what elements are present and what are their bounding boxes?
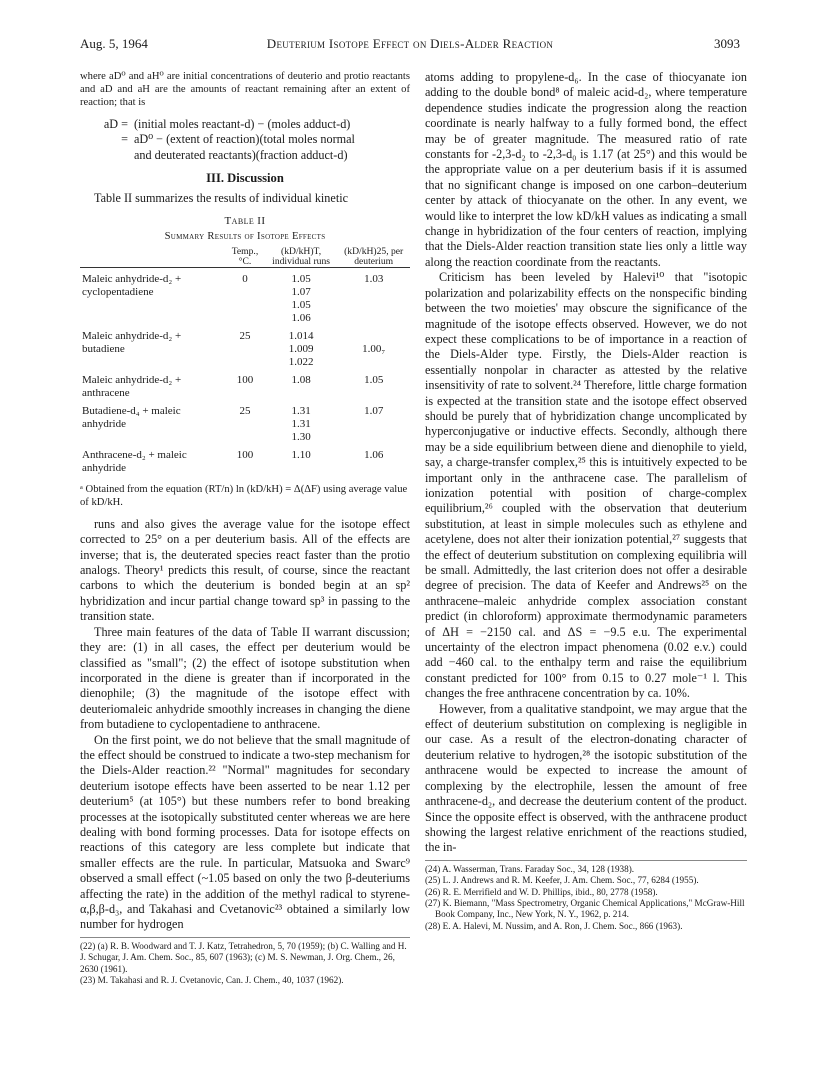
table-cell-reaction: anhydride bbox=[82, 417, 126, 430]
table-body bbox=[80, 267, 410, 475]
running-title: Deuterium Isotope Effect on Diels-Alder Reaction bbox=[266, 36, 554, 51]
isotope-table bbox=[80, 247, 410, 475]
table-cell-individual: 1.009 bbox=[288, 342, 314, 355]
page-number: 3093 bbox=[714, 36, 740, 51]
table-row bbox=[80, 462, 410, 475]
table-cell-individual: 1.014 bbox=[288, 329, 314, 342]
table-head-per-deuterium: (kD/kH)25, per deuterium bbox=[337, 247, 410, 268]
table-row bbox=[80, 267, 410, 286]
table-cell-average bbox=[337, 286, 410, 299]
table-cell-average bbox=[337, 325, 410, 343]
table-cell-temp bbox=[225, 462, 265, 475]
page-header bbox=[80, 36, 740, 56]
table-cell-average bbox=[337, 387, 410, 400]
body-paragraph: However, from a qualitative standpoint, we may argue that the effect of deuterium substitution on complexing is negligible in our case. As a result of the electron-donating character of deuterium relative to hydrogen,²⁸ the isotopic substitution of the anthracene would be expected to increase the amount of complexing by the electrophile, lessen the amount of free anthracene-d₂, and decrease the deuterium content of the product. Since the opposite effect is observed, with the anthracene product showing the largest relative enrichment of the reactions studied, the in- bbox=[425, 701, 747, 855]
table-cell-reaction: anthracene bbox=[82, 386, 130, 399]
table-cell-individual: 1.31 bbox=[291, 417, 311, 430]
table-intro: Table II summarizes the results of individual kinetic bbox=[94, 190, 348, 205]
table-cell-individual: 1.07 bbox=[291, 285, 311, 298]
body-paragraph: On the first point, we do not believe that the small magnitude of the effect should be construed to indicate a two-step mechanism for the Diels-Alder reaction.²² "Normal" magnitudes for secondary deuterium isotope effects have been asserted to be near 1.12 per deuterium⁵ (at 105°) but these numbers refer to bond breaking processes at the isotopically substituted center whereas we are here dealing with bond forming processes. Data for isotope effects on reactions of this category are less complete but indicate that smaller effects are the rule. In particular, Matsuoka and Swarc⁹ observed a small effect (~1.05 based on only the two β-deuteriums affecting the rate) in the addition of the methyl radical to styrene-α,β,β-d₃, and Takahasi and Cvetanovic²³ obtained a similarly low number for hydrogen bbox=[80, 732, 410, 932]
table-cell-average: 1.07 bbox=[364, 404, 384, 417]
table-cell-temp bbox=[225, 343, 265, 356]
table-cell-reaction: butadiene bbox=[82, 342, 125, 355]
table-cell-temp: 25 bbox=[239, 329, 251, 342]
table-cell-temp: 0 bbox=[242, 272, 248, 285]
table-cell-temp bbox=[225, 286, 265, 299]
table-row bbox=[80, 299, 410, 312]
intro-text: where aD⁰ and aH⁰ are initial concentrations of deuterio and protio reactants and aD and aH are the amounts of reactant remaining after an extent of reaction; that is bbox=[80, 71, 410, 108]
table-row bbox=[80, 286, 410, 299]
table-cell-individual bbox=[265, 387, 338, 400]
table-cell-average: 1.00₇ bbox=[362, 342, 386, 355]
table-cell-temp bbox=[225, 418, 265, 431]
table-cell-individual: 1.30 bbox=[291, 430, 311, 443]
body-paragraph: Criticism has been leveled by Halevi¹⁰ that "isotopic polarization and polarizability effects on the nonspecific binding between the two moieties' may obscure the significance of the magnitude of the isotope effects observed. However, we do not expect these complications to be of importance in a reaction of the Diels-Alder type. Firstly, the Diels-Alder reaction is essentially nonpolar in character as attested by the relative insensitivity of rate to solvent.²⁴ Therefore, little charge formation is expected at the transition state and the isotope effect observed should be purely that of hybridization change uncomplicated by hyperconjugative or inductive effects. Secondly, although there may be a side equilibrium between diene and dienophile to yield, say, a charge-transfer complex,²⁵ this is intuitively expected to be important only in the anthracene case. The parallelism of ionization potential with position of charge-complex equilibrium,²⁶ coupled with the observation that deuterium substitution, at least in simple molecules such as ethylene and acetylene, does not alter their ionization potential,²⁷ suggests that the effect of deuterium substitution on complexing equilibria will be small. Admittedly, the last criterion does not offer a desirable degree of precision. The data of Keefer and Andrews²⁵ on the anthracene–maleic anhydride complex association constant predict (in chloroform) approximate thermodynamic parameters of ΔH = −2150 cal. and ΔS = −9.5 e.u. The experimental uncertainty of the electron impact phenomena (0.02 e.v.) could add −460 cal. to the enthalpy term and raise the equilibrium constant predicted for 100° from 0.15 to 0.27 mole⁻¹ l. This changes the free anthracene concentration by ca. 10%. bbox=[425, 270, 747, 701]
equation-rhs-1: (initial moles reactant-d) − (moles adduct-d) bbox=[134, 117, 351, 131]
table-cell-individual: 1.022 bbox=[288, 355, 314, 368]
equation-lhs-2: = bbox=[121, 132, 128, 147]
footnotes-left bbox=[80, 937, 410, 987]
footnote: (26) R. E. Merrifield and W. D. Phillips, ibid., 80, 2778 (1958). bbox=[425, 886, 658, 897]
footnote: (23) M. Takahasi and R. J. Cvetanovic, Can. J. Chem., 40, 1037 (1962). bbox=[80, 975, 344, 986]
table-cell-temp: 100 bbox=[236, 373, 254, 386]
table-head-temp: Temp., °C. bbox=[225, 247, 265, 268]
table-row bbox=[80, 325, 410, 343]
table-row bbox=[80, 369, 410, 387]
body-paragraph: Three main features of the data of Table II warrant discussion; they are: (1) in all cases, the effect per deuterium would be classified as "small"; (2) the effect of isotope substitution when incorporated in the diene is greater than if incorporated in the dienophile; (3) the magnitude of the isotope effect with deuteriomaleic anhydride smoothly increases in changing the diene from butadiene to cyclopentadiene to anthracene. bbox=[80, 624, 410, 732]
table-cell-reaction: anhydride bbox=[82, 461, 126, 474]
table-cell-average bbox=[337, 356, 410, 369]
table-cell-individual: 1.10 bbox=[291, 448, 311, 461]
equation-continuation: and deuterated reactants)(fraction adduct-d) bbox=[134, 147, 348, 162]
footnote: (27) K. Biemann, "Mass Spectrometry, Organic Chemical Applications," McGraw-Hill Book Company, Inc., New York, N. Y., 1962, p. 214. bbox=[425, 897, 745, 920]
table-row bbox=[80, 400, 410, 418]
table-cell-reaction bbox=[80, 299, 225, 312]
table-cell-average bbox=[337, 299, 410, 312]
table-cell-average bbox=[337, 431, 410, 444]
table-cell-individual: 1.06 bbox=[291, 311, 311, 324]
table-footnote: ᵃ Obtained from the equation (RT/n) ln (kD/kH) = Δ(ΔF) using average value of kD/kH. bbox=[80, 483, 408, 508]
table-cell-temp bbox=[225, 312, 265, 325]
table-cell-reaction bbox=[80, 356, 225, 369]
table-cell-individual: 1.08 bbox=[291, 373, 311, 386]
table-cell-temp bbox=[225, 356, 265, 369]
table-cell-average: 1.05 bbox=[364, 373, 384, 386]
table-cell-temp: 100 bbox=[236, 448, 254, 461]
footnote: (22) (a) R. B. Woodward and T. J. Katz, Tetrahedron, 5, 70 (1959); (b) C. Walling and H. J. Schugar, J. Am. Chem. Soc., 85, 607 (1963); (c) M. S. Newman, J. Org. Chem., 26, 2630 (1961). bbox=[80, 940, 407, 974]
table-cell-temp bbox=[225, 387, 265, 400]
table-cell-average: 1.06 bbox=[364, 448, 384, 461]
table-subtitle: Summary Results of Isotope Effects bbox=[164, 231, 326, 243]
table-row bbox=[80, 444, 410, 462]
table-cell-reaction: Maleic anhydride-d₂ + bbox=[82, 272, 182, 285]
table-cell-reaction: Butadiene-d₄ + maleic bbox=[82, 404, 181, 417]
table-cell-temp bbox=[225, 431, 265, 444]
table-title: Table II bbox=[224, 215, 266, 228]
body-paragraph: atoms adding to propylene-d₆. In the case of thiocyanate ion adding to the double bond⁸ of maleic acid-d₂, where temperature dependence studies indicate the progression along the reaction coordinate is nearly halfway to a fully formed bond, the effect may be of greater magnitude. The measured ratio of rate constants for -2,3-d₂ to -2,3-d₀ is 1.17 (at 25°) and this would be the appropriate value on a per deuterium basis if it is assumed that no significant change is imposed on one carbon–deuterium center by attack of thiocyanate on the other. In any event, we would like to interpret the low kD/kH values as indicating a small change in hybridization of the four centers of reaction, implying that the Diels-Alder reaction transition state lies only a little way along the reaction coordinate from the reactants. bbox=[425, 70, 747, 269]
equation-rhs-2: aD⁰ − (extent of reaction)(total moles normal bbox=[134, 132, 355, 147]
section-heading: III. Discussion bbox=[206, 171, 284, 186]
table-row bbox=[80, 431, 410, 444]
header-date: Aug. 5, 1964 bbox=[80, 36, 148, 51]
table-head-individual: (kD/kH)T, individual runs bbox=[265, 247, 338, 268]
right-column bbox=[425, 70, 747, 932]
table-cell-individual: 1.31 bbox=[291, 404, 311, 417]
table-cell-average: 1.03 bbox=[364, 272, 384, 285]
body-paragraph: runs and also gives the average value for the isotope effect corrected to 25° on a per deuterium basis. All of the effects are inverse; that is, the deuterated species react faster than the protio analogs. Theory¹ predicts this result, of course, since the reactant carbons to which the deuterium is bonded begin at an sp² hybridization and incur partial change toward sp³ in passing to the transition state. bbox=[80, 516, 410, 624]
table-cell-temp: 25 bbox=[239, 404, 251, 417]
left-column bbox=[80, 70, 410, 986]
footnotes-right bbox=[425, 860, 747, 932]
table-cell-individual: 1.05 bbox=[291, 272, 311, 285]
table-cell-average bbox=[337, 312, 410, 325]
table-cell-reaction: Anthracene-d₂ + maleic bbox=[82, 448, 187, 461]
footnote: (25) L. J. Andrews and R. M. Keefer, J. Am. Chem. Soc., 77, 6284 (1955). bbox=[425, 875, 699, 886]
table-row bbox=[80, 343, 410, 356]
table-cell-reaction: Maleic anhydride-d₂ + bbox=[82, 329, 182, 342]
table-cell-reaction bbox=[80, 312, 225, 325]
table-cell-reaction bbox=[80, 431, 225, 444]
table-cell-average bbox=[337, 418, 410, 431]
table-row bbox=[80, 387, 410, 400]
table-cell-temp bbox=[225, 299, 265, 312]
table-cell-reaction: cyclopentadiene bbox=[82, 285, 154, 298]
table-cell-individual bbox=[265, 462, 338, 475]
table-cell-individual: 1.05 bbox=[291, 298, 311, 311]
table-row bbox=[80, 312, 410, 325]
equation-block bbox=[94, 117, 410, 163]
footnote: (24) A. Wasserman, Trans. Faraday Soc., 34, 128 (1938). bbox=[425, 863, 635, 874]
table-cell-average bbox=[337, 462, 410, 475]
footnote: (28) E. A. Halevi, M. Nussim, and A. Ron, J. Chem. Soc., 866 (1963). bbox=[425, 920, 683, 931]
table-row bbox=[80, 356, 410, 369]
equation-lhs-1: aD = bbox=[103, 117, 128, 131]
table-row bbox=[80, 418, 410, 431]
table-cell-reaction: Maleic anhydride-d₂ + bbox=[82, 373, 182, 386]
